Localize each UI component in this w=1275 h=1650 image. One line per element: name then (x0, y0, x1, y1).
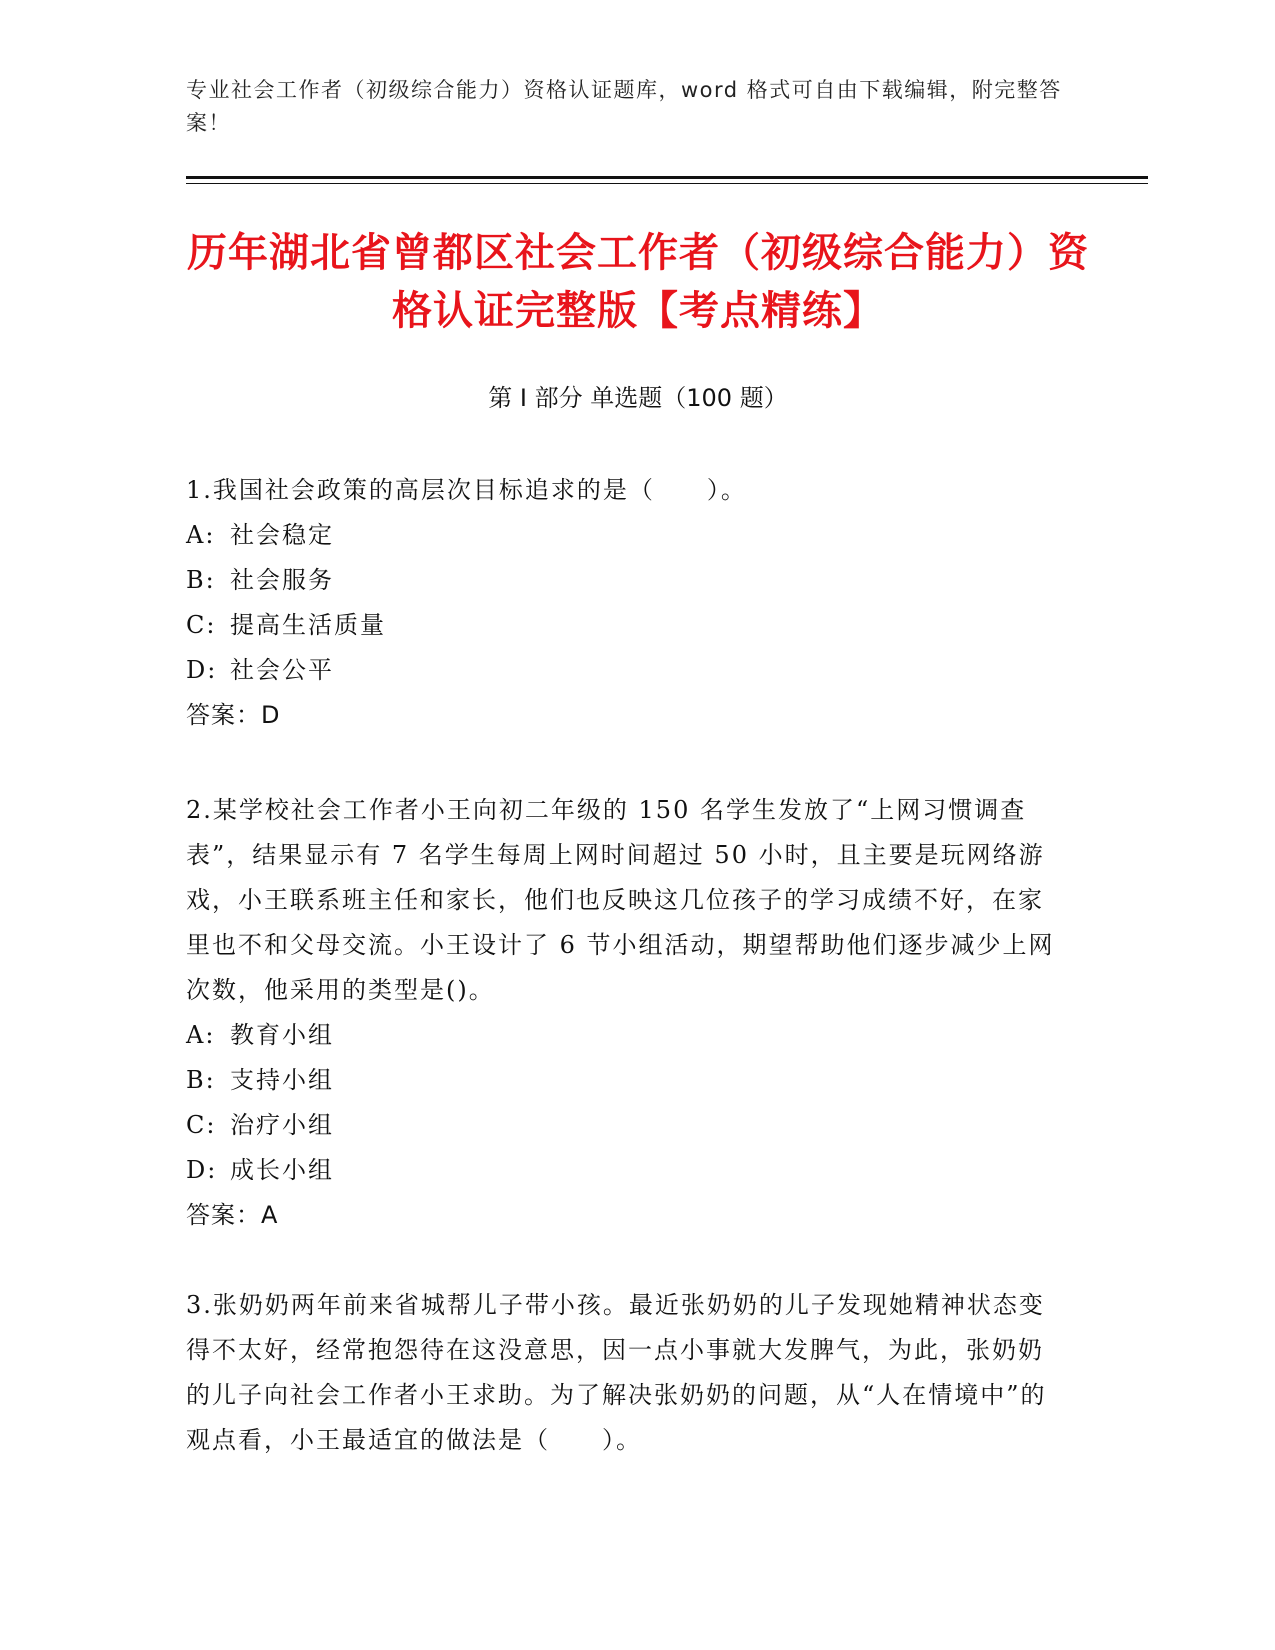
option-letter: B: (186, 566, 216, 594)
question-3 (186, 1283, 1066, 1463)
option-letter: D: (186, 1156, 218, 1184)
question-stem: 3.张奶奶两年前来省城帮儿子带小孩。最近张奶奶的儿子发现她精神状态变得不太好，经常抱怨待在这没意思，因一点小事就大发脾气，为此，张奶奶的儿子向社会工作者小王求助。为了解决张奶奶的问题，从“人在情境中”的观点看，小王最适宜的做法是（ ）。 (186, 1291, 1047, 1454)
option-c (186, 603, 1066, 648)
option-letter: B: (186, 1066, 216, 1094)
option-text: 社会稳定 (230, 521, 334, 549)
option-text: 提高生活质量 (230, 611, 386, 639)
header-divider-thin (186, 183, 1148, 184)
option-text: 社会服务 (230, 566, 334, 594)
option-text: 支持小组 (230, 1066, 334, 1094)
option-text: 社会公平 (230, 656, 334, 684)
answer-line: 答案：A (186, 1201, 279, 1229)
option-text: 教育小组 (230, 1021, 334, 1049)
option-letter: C: (186, 1111, 217, 1139)
option-letter: C: (186, 611, 217, 639)
question-stem: 1.我国社会政策的高层次目标追求的是（ ）。 (186, 476, 747, 504)
option-text: 治疗小组 (230, 1111, 334, 1139)
header-divider-thick (186, 176, 1148, 179)
question-stem: 2.某学校社会工作者小王向初二年级的 150 名学生发放了“上网习惯调查表”，结果显示有 7 名学生每周上网时间超过 50 小时，且主要是玩网络游戏，小王联系班主任和家长，他们也反映这几位孩子的学习成绩不好，在家里也不和父母交流。小王设计了 6 节小组活动，期望帮助他们逐步减少上网次数，他采用的类型是()。 (186, 796, 1055, 1004)
header-note: 专业社会工作者（初级综合能力）资格认证题库，word 格式可自由下载编辑，附完整答案！ (186, 78, 1062, 135)
option-a (186, 1013, 1066, 1058)
question-2 (186, 788, 1066, 1238)
option-a (186, 513, 1066, 558)
option-c (186, 1103, 1066, 1148)
option-letter: A: (186, 521, 216, 549)
option-b (186, 1058, 1066, 1103)
question-1 (186, 468, 1066, 738)
option-letter: D: (186, 656, 218, 684)
section-heading: 第 I 部分 单选题（100 题） (488, 384, 788, 412)
option-d (186, 648, 1066, 693)
answer-line: 答案：D (186, 701, 281, 729)
option-letter: A: (186, 1021, 216, 1049)
option-b (186, 558, 1066, 603)
document-title: 历年湖北省曾都区社会工作者（初级综合能力）资格认证完整版【考点精练】 (187, 230, 1089, 334)
option-d (186, 1148, 1066, 1193)
option-text: 成长小组 (230, 1156, 334, 1184)
